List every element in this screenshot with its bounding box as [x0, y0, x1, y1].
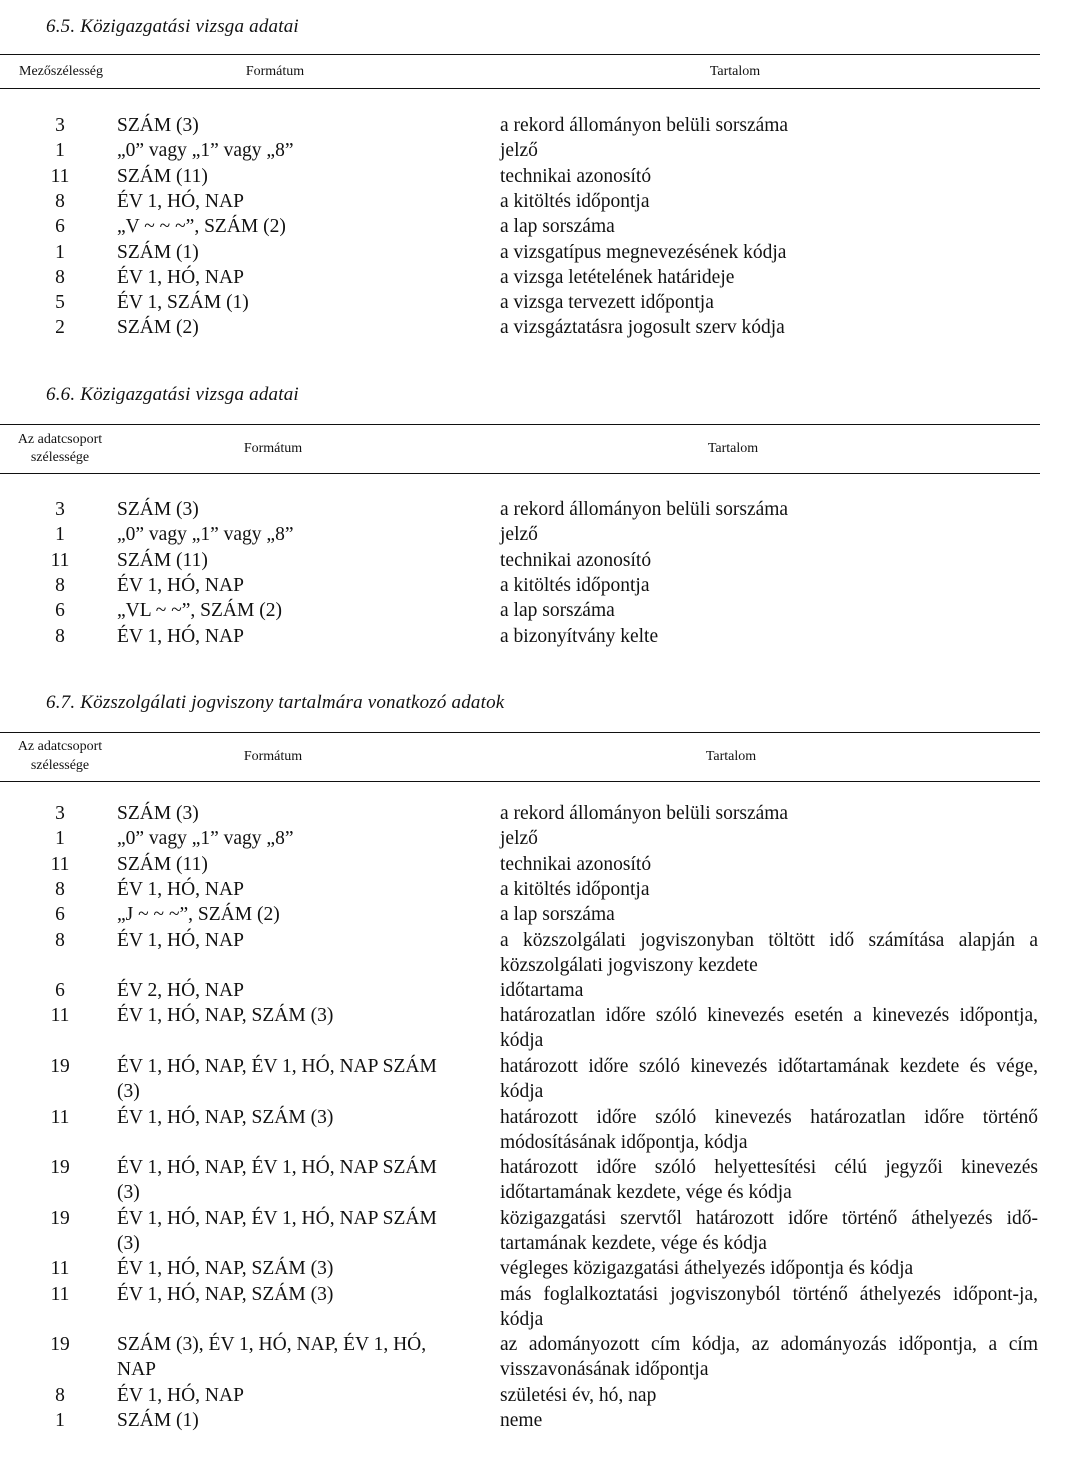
section-title: 6.6. Közigazgatási vizsga adatai [46, 384, 299, 405]
table-row [0, 1105, 1070, 1156]
row-content: határozott időre szóló kinevezés határozatlan időre történő módosításának időpontja, kódja [500, 1106, 1038, 1153]
row-width: 1 [55, 140, 65, 162]
row-width: 6 [55, 904, 65, 926]
table-row [0, 826, 1070, 851]
table-row [0, 1282, 1070, 1333]
table-row [0, 1206, 1070, 1257]
row-width: 8 [55, 190, 65, 212]
header-format: Formátum [243, 441, 303, 456]
row-content: jelző [500, 524, 538, 546]
row-content: az adományozott cím kódja, az adományozás időpontja, a cím visszavonásának időpontja [500, 1334, 1038, 1381]
row-content: a kitöltés időpontja [500, 878, 650, 900]
row-content: határozott időre szóló kinevezés időtartamának kezdete és vége, kódja [500, 1056, 1038, 1102]
row-content: a vizsga tervezett időpontja [500, 292, 714, 314]
table-row [0, 902, 1070, 927]
table-row [0, 164, 1070, 189]
table-row [0, 1383, 1070, 1408]
row-width: 1 [55, 524, 65, 546]
table-row [0, 113, 1070, 138]
row-format: SZÁM (1) [117, 241, 199, 263]
table-row [0, 598, 1070, 623]
row-width: 8 [55, 574, 65, 596]
row-format: ÉV 1, HÓ, NAP, ÉV 1, HÓ, NAP SZÁM (3) [117, 1207, 437, 1254]
row-content: a vizsga letételének határideje [500, 266, 735, 288]
row-content: végleges közigazgatási áthelyezés időpontja és kódja [500, 1258, 914, 1280]
row-format: SZÁM (2) [117, 317, 199, 339]
row-format: ÉV 1, HÓ, NAP, SZÁM (3) [117, 1258, 334, 1280]
row-width: 6 [55, 600, 65, 622]
row-content: időtartama [500, 980, 584, 1002]
row-width: 1 [55, 828, 65, 850]
row-content: technikai azonosító [500, 853, 652, 875]
row-format: ÉV 1, HÓ, NAP [117, 190, 244, 212]
row-format: ÉV 1, HÓ, NAP, SZÁM (3) [117, 1106, 334, 1128]
row-width: 19 [50, 1157, 70, 1179]
table-row [0, 1003, 1070, 1054]
row-format: ÉV 1, HÓ, NAP [117, 625, 244, 647]
row-format: „VL ~ ~”, SZÁM (2) [117, 600, 282, 622]
row-width: 19 [50, 1056, 70, 1077]
row-format: ÉV 1, HÓ, NAP, SZÁM (3) [117, 1283, 334, 1305]
table-row [0, 497, 1070, 522]
header-top-rule [0, 54, 1040, 55]
row-width: 8 [55, 625, 65, 647]
row-width: 11 [50, 1005, 70, 1027]
table-row [0, 1332, 1070, 1383]
row-content: más foglalkoztatási jogviszonyból történő áthelyezés időpont-ja, kódja [500, 1283, 1038, 1330]
row-width: 3 [55, 499, 65, 520]
row-content: a rekord állományon belüli sorszáma [500, 115, 789, 136]
row-width: 11 [50, 549, 70, 571]
row-content: a rekord állományon belüli sorszáma [500, 803, 789, 824]
row-format: ÉV 1, HÓ, NAP, SZÁM (3) [117, 1005, 334, 1027]
row-width: 11 [50, 1106, 70, 1128]
row-width: 19 [50, 1207, 70, 1229]
row-content: közigazgatási szervtől határozott időre történő áthelyezés idő-tartamának kezdete, vége és kódja [500, 1207, 1038, 1254]
table-row [0, 548, 1070, 573]
header-top-rule [0, 732, 1040, 733]
table-row [0, 801, 1070, 826]
row-content: a lap sorszáma [500, 216, 615, 238]
section-title: 6.5. Közigazgatási vizsga adatai [46, 16, 299, 37]
row-content: neme [500, 1410, 543, 1432]
row-format: ÉV 1, SZÁM (1) [117, 292, 249, 314]
row-format: SZÁM (3) [117, 115, 199, 136]
table-row [0, 877, 1070, 902]
row-content: a kitöltés időpontja [500, 190, 650, 212]
row-format: SZÁM (11) [117, 549, 208, 571]
table-row [0, 138, 1070, 163]
row-width: 11 [50, 1258, 70, 1280]
row-width: 6 [55, 980, 65, 1002]
row-content: a lap sorszáma [500, 904, 615, 926]
section-title: 6.7. Közszolgálati jogviszony tartalmára vonatkozó adatok [46, 692, 505, 713]
header-bottom-rule [0, 781, 1040, 782]
header-format: Formátum [243, 749, 303, 764]
row-format: ÉV 1, HÓ, NAP, ÉV 1, HÓ, NAP SZÁM (3) [117, 1056, 437, 1102]
row-width: 5 [55, 292, 65, 314]
row-width: 8 [55, 878, 65, 900]
row-width: 3 [55, 803, 65, 824]
row-content: technikai azonosító [500, 165, 652, 187]
row-format: SZÁM (3), ÉV 1, HÓ, NAP, ÉV 1, HÓ, NAP [117, 1334, 427, 1381]
row-width: 1 [55, 241, 65, 263]
table-row [0, 522, 1070, 547]
table-row [0, 189, 1070, 214]
row-format: ÉV 1, HÓ, NAP [117, 574, 244, 596]
table-row [0, 852, 1070, 877]
table-row [0, 624, 1070, 649]
row-width: 11 [50, 1283, 70, 1305]
table-row [0, 290, 1070, 315]
row-content: születési év, hó, nap [500, 1384, 657, 1406]
row-width: 8 [55, 929, 65, 951]
row-format: „0” vagy „1” vagy „8” [117, 524, 294, 546]
table-row [0, 1256, 1070, 1281]
header-content: Tartalom [707, 441, 759, 456]
row-width: 1 [55, 1410, 65, 1432]
row-content: határozatlan időre szóló kinevezés esetén a kinevezés időpontja, kódja [500, 1005, 1038, 1052]
header-width-line1: Az adatcsoport [17, 432, 103, 447]
row-width: 2 [55, 317, 65, 339]
row-width: 8 [55, 266, 65, 288]
table-row [0, 1054, 1070, 1105]
row-format: ÉV 1, HÓ, NAP [117, 878, 244, 900]
header-width: Mezőszélesség [19, 64, 103, 79]
row-format: ÉV 1, HÓ, NAP [117, 929, 244, 951]
row-format: „J ~ ~ ~”, SZÁM (2) [117, 904, 280, 926]
row-format: SZÁM (3) [117, 499, 199, 520]
row-format: ÉV 1, HÓ, NAP, ÉV 1, HÓ, NAP SZÁM (3) [117, 1157, 437, 1204]
row-content: határozott időre szóló helyettesítési célú jegyzői kinevezés időtartamának kezdete, vége és kódja [500, 1157, 1038, 1204]
row-format: SZÁM (1) [117, 1410, 199, 1432]
table-row [0, 978, 1070, 1003]
table-row [0, 573, 1070, 598]
row-content: a vizsgatípus megnevezésének kódja [500, 241, 787, 263]
row-format: ÉV 2, HÓ, NAP [117, 980, 244, 1002]
header-bottom-rule [0, 88, 1040, 89]
row-content: a kitöltés időpontja [500, 574, 650, 596]
row-content: a közszolgálati jogviszonyban töltött idő számítása alapján a közszolgálati jogviszony kezdete [500, 929, 1038, 976]
row-content: a lap sorszáma [500, 600, 615, 622]
row-width: 8 [55, 1384, 65, 1406]
row-content: a vizsgáztatásra jogosult szerv kódja [500, 317, 785, 339]
table-row [0, 928, 1070, 979]
row-width: 3 [55, 115, 65, 136]
row-content: jelző [500, 140, 538, 162]
table-row [0, 214, 1070, 239]
row-format: ÉV 1, HÓ, NAP [117, 266, 244, 288]
row-format: ÉV 1, HÓ, NAP [117, 1384, 244, 1406]
header-width-line2: szélessége [30, 450, 90, 465]
header-top-rule [0, 424, 1040, 425]
table-row [0, 1155, 1070, 1206]
row-content: a rekord állományon belüli sorszáma [500, 499, 789, 520]
header-width-line2: szélessége [30, 758, 90, 773]
header-bottom-rule [0, 473, 1040, 474]
row-format: „0” vagy „1” vagy „8” [117, 828, 294, 850]
row-format: „V ~ ~ ~”, SZÁM (2) [117, 216, 286, 238]
row-format: SZÁM (11) [117, 165, 208, 187]
table-row [0, 315, 1070, 340]
table-row [0, 265, 1070, 290]
table-row [0, 1408, 1070, 1433]
header-format: Formátum [245, 64, 305, 79]
row-width: 11 [50, 853, 70, 875]
row-width: 11 [50, 165, 70, 187]
row-format: SZÁM (11) [117, 853, 208, 875]
row-content: a bizonyítvány kelte [500, 625, 659, 647]
header-width-line1: Az adatcsoport [17, 739, 103, 754]
row-content: jelző [500, 828, 538, 850]
table-row [0, 240, 1070, 265]
row-format: „0” vagy „1” vagy „8” [117, 140, 294, 162]
row-content: technikai azonosító [500, 549, 652, 571]
header-content: Tartalom [709, 64, 761, 79]
row-format: SZÁM (3) [117, 803, 199, 824]
row-width: 6 [55, 216, 65, 238]
row-width: 19 [50, 1334, 70, 1356]
header-content: Tartalom [705, 749, 757, 764]
